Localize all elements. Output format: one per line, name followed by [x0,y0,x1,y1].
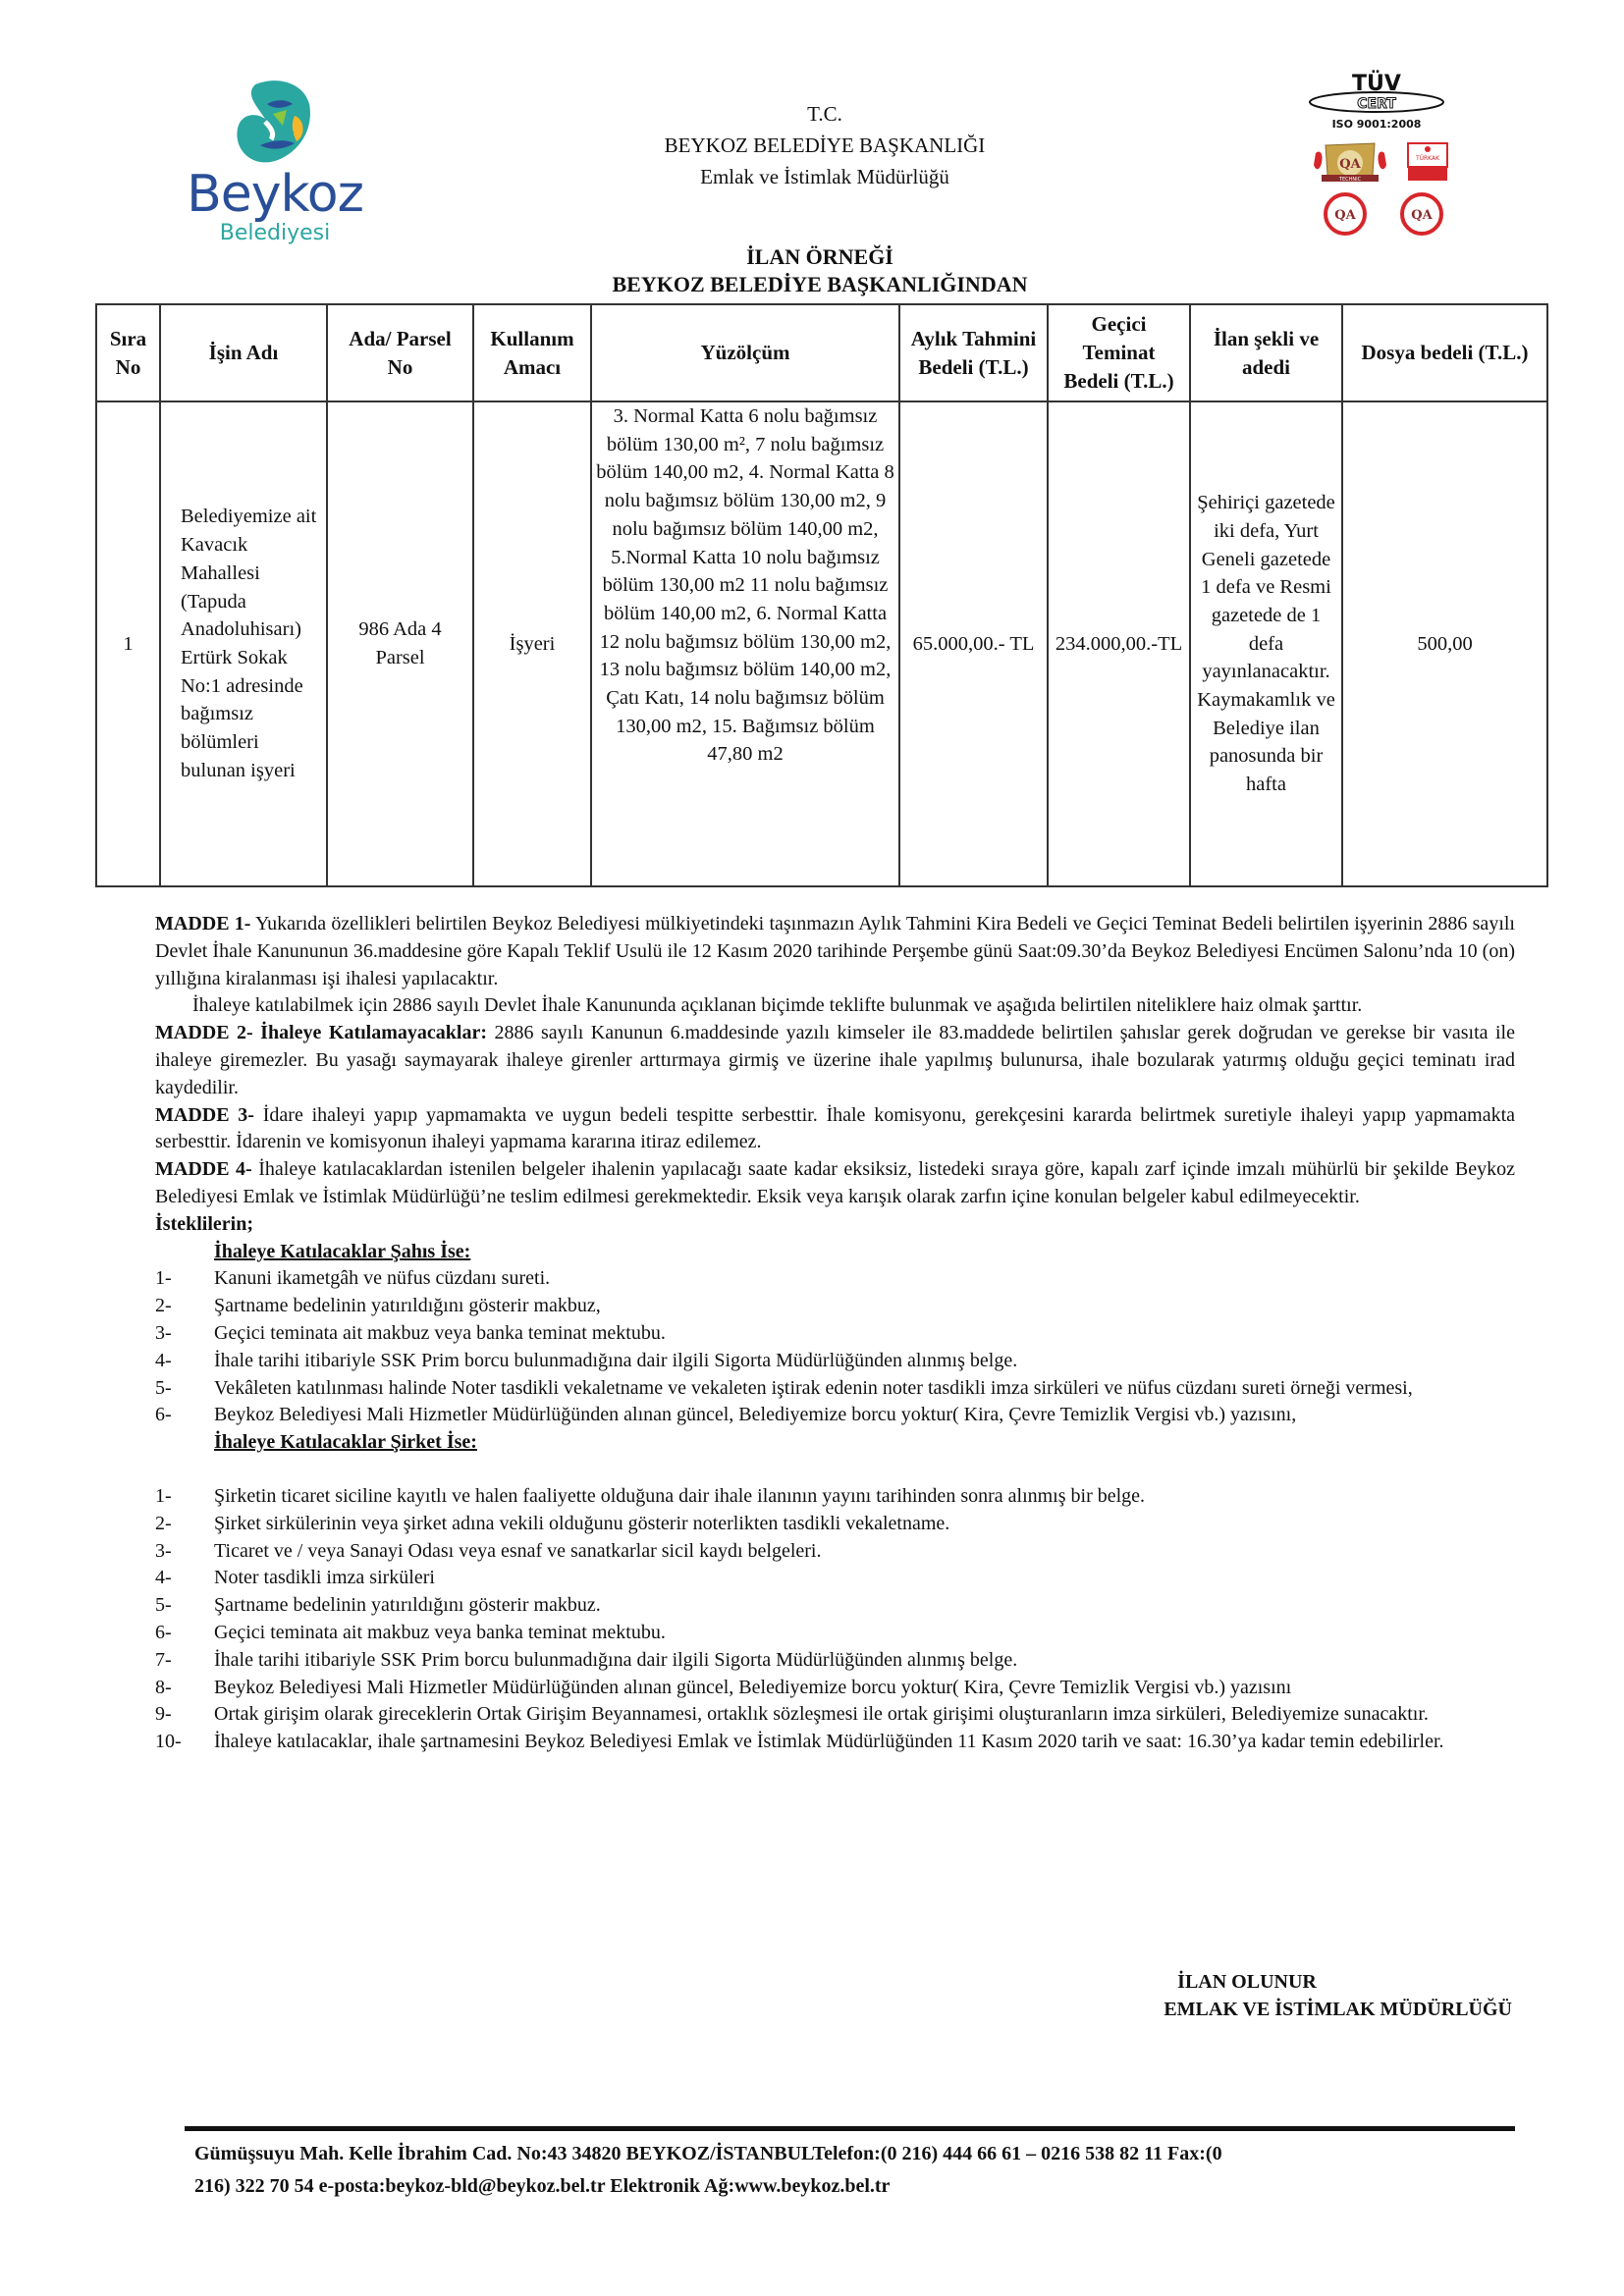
madde-1-label: MADDE 1- [155,913,251,934]
col-header-dosya-bedeli: Dosya bedeli (T.L.) [1342,304,1547,401]
madde-2-text: 2886 sayılı Kanunun 6.maddesinde yazılı kimseler ile 83.maddede belirtilen şahıslar gerek doğrudan ve gerekse bir vasıta ile ihaleye giremezler. Bu yasağı saymayarak ihaleye girenler arttırmaya girmiş ve üzerine ihale yapılmış bulunursa, ihale bozularak yatırmış olduğu geçici teminatı irad kaydedilir. [155,1022,1515,1098]
cell-ilan-sekli: Şehiriçi gazetede iki defa, Yurt Geneli gazetede 1 defa ve Resmi gazetede de 1 defa yayınlanacaktır. Kaymakamlık ve Belediye ilan panosunda bir hafta [1190,401,1342,886]
signature-line1: İLAN OLUNUR [1177,1971,1317,1993]
madde-2 [155,1020,1515,1101]
signature-block [982,1968,1512,2023]
notice-body [155,911,1515,1756]
madde-3 [155,1102,1515,1157]
cell-sira: 1 [96,401,160,886]
footer-contact-line: 216) 322 70 54 e-posta:beykoz-bld@beykoz.bel.tr Elektronik Ağ:www.beykoz.bel.tr [194,2175,891,2197]
signature-department: EMLAK VE İSTİMLAK MÜDÜRLÜĞÜ [1164,1999,1512,2020]
individual-applicants-heading: İhaleye Katılacaklar Şahıs İse: [214,1240,471,1262]
list-item: 5- Şartname bedelinin yatırıldığını gösterir makbuz. [155,1594,601,1617]
cell-dosya-bedeli: 500,00 [1342,401,1547,886]
list-item: 3- Geçici teminata ait makbuz veya banka teminat mektubu. [155,1321,666,1344]
beykoz-logo [187,67,363,245]
tender-table [95,303,1548,887]
list-item: 2- Şartname bedelinin yatırıldığını gösterir makbuz, [155,1295,601,1317]
list-item: 1- Kanuni ikametgâh ve nüfus cüzdanı sureti. [155,1267,551,1290]
madde-3-label: MADDE 3- [155,1103,254,1126]
cell-yuzolcum: 3. Normal Katta 6 nolu bağımsız bölüm 130,00 m², 7 nolu bağımsız bölüm 140,00 m2, 4. Normal Katta 8 nolu bağımsız bölüm 130,00 m2, 9 nolu bağımsız bölüm 140,00 m2, 5.Normal Katta 10 nolu bağımsız bölüm 130,00 m2 11 nolu bağımsız bölüm 140,00 m2, 6. Normal Katta 12 nolu bağımsız bölüm 130,00 m2, 13 nolu bağımsız bölüm 140,00 m2, Çatı Katı, 14 nolu bağımsız bölüm 130,00 m2, 15. Bağımsız bölüm 47,80 m2 [591,401,899,886]
qa-sub-text: TECHNIC [1338,177,1362,183]
col-header-ilan-sekli: İlan şekli ve adedi [1190,304,1342,401]
list-item: 10- İhaleye katılacaklar, ihale şartnamesini Beykoz Belediyesi Emlak ve İstimlak Müdürlüğünden 11 Kasım 2020 tarih ve saat: 16.30’ya kadar temin edebilirler. [155,1731,1444,1753]
col-header-aylik-bedel: Aylık Tahmini Bedeli (T.L.) [899,304,1048,401]
tuv-text: TÜV [1352,72,1401,96]
madde-4-label: MADDE 4- [155,1158,252,1181]
svg-text:QA: QA [1334,208,1356,223]
letterhead-department: Emlak ve İstimlak Müdürlüğü [700,165,949,188]
col-header-isin-adi: İşin Adı [160,304,327,401]
table-row [96,401,1547,886]
footer-contact [194,2138,1515,2203]
list-item: 1- Şirketin ticaret siciline kayıtlı ve halen faaliyette olduğuna dair ihale ilanının yayını tarihinden sonra alınmış bir belge. [155,1484,1146,1507]
footer-address-line: Gümüşsuyu Mah. Kelle İbrahim Cad. No:43 34820 BEYKOZ/İSTANBULTelefon:(0 216) 444 66 61 – 0216 538 82 11 Fax:(0 [194,2143,1222,2164]
individual-requirements-list [155,1265,1515,1429]
list-item: 6- Beykoz Belediyesi Mali Hizmetler Müdürlüğünden alınan güncel, Belediyemize borcu yoktur( Kira, Çevre Temizlik Vergisi vb.) yazısını, [155,1404,1297,1426]
notice-title-line2: BEYKOZ BELEDİYE BAŞKANLIĞINDAN [612,272,1028,296]
cell-ada-parsel: 986 Ada 4 Parsel [327,401,473,886]
madde-4-text: İhaleye katılacaklardan istenilen belgeler ihalenin yapılacağı saate kadar eksiksiz, listedeki sıraya göre, kapalı zarf içinde imzalı mühürlü bir şekilde Beykoz Belediyesi Emlak ve İstimlak Müdürlüğü’ne teslim edilmesi gerekmektedir. Eksik veya karışık olarak zarfın içine konulan belgeler kabul edilmeyecektir. [155,1158,1515,1207]
list-item: 6- Geçici teminata ait makbuz veya banka teminat mektubu. [155,1621,666,1643]
turkak-text: TÜRKAK [1415,155,1440,162]
madde-4 [155,1156,1515,1211]
list-item: 7- İhale tarihi itibariyle SSK Prim borcu bulunmadığına dair ilgili Sigorta Müdürlüğünden alınmış belge. [155,1648,1018,1671]
certification-badges [1296,69,1458,236]
company-applicants-heading: İhaleye Katılacaklar Şirket İse: [214,1431,477,1454]
notice-title [393,243,1247,298]
applicants-heading: İsteklilerin; [155,1212,253,1235]
table-header-row [96,304,1547,401]
cert-text: CERT [1357,96,1396,112]
list-item: 4- İhale tarihi itibariyle SSK Prim borcu bulunmadığına dair ilgili Sigorta Müdürlüğünden alınmış belge. [155,1349,1018,1371]
col-header-ada-parsel: Ada/ Parsel No [327,304,473,401]
letterhead-institution: BEYKOZ BELEDİYE BAŞKANLIĞI [664,133,986,157]
letterhead-tc: T.C. [807,102,842,126]
col-header-yuzolcum: Yüzölçüm [591,304,899,401]
qa-text: QA [1339,157,1361,172]
madde-1 [155,911,1515,992]
logo-wordmark: Beykoz [187,165,363,224]
col-header-kullanim-amaci: Kullanım Amacı [473,304,591,401]
list-item: 3- Ticaret ve / veya Sanayi Odası veya esnaf ve sanatkarlar sicil kaydı belgeleri. [155,1539,822,1562]
beykoz-emblem-icon [226,75,324,173]
col-header-sira-no: Sıra No [96,304,160,401]
notice-title-line1: İLAN ÖRNEĞİ [746,244,893,269]
letterhead [511,98,1139,192]
svg-text:QA: QA [1411,208,1433,223]
list-item: 4- Noter tasdikli imza sirküleri [155,1567,435,1589]
list-item: 2- Şirket sirkülerinin veya şirket adına vekili olduğunu gösterir noterlikten tasdikli vekaletname. [155,1512,950,1534]
madde-1-text: Yukarıda özellikleri belirtilen Beykoz Belediyesi mülkiyetindeki taşınmazın Aylık Tahmini Kira Bedeli ve Geçici Teminat Bedeli belirtilen işyerinin 2886 sayılı Devlet İhale Kanununun 36.maddesine göre Kapalı Teklif Usulü ile 12 Kasım 2020 tarihinde Perşembe günü Saat:09.30’da Beykoz Belediyesi Encümen Salonu’nda 10 (on) yıllığına kiralanması işi ihalesi yapılacaktır. [155,913,1515,989]
list-item: 8- Beykoz Belediyesi Mali Hizmetler Müdürlüğünden alınan güncel, Belediyemize borcu yoktur( Kira, Çevre Temizlik Vergisi vb.) yazısını [155,1676,1292,1698]
iso-text: ISO 9001:2008 [1331,118,1422,131]
tuv-cert-iso-badge-icon [1296,69,1458,236]
madde-2-label: MADDE 2- İhaleye Katılamayacaklar: [155,1022,487,1044]
list-item: 5- Vekâleten katılınması halinde Noter tasdikli vekaletname ve vekaleten iştirak edenin noter tasdikli imza sirküleri ve nüfus cüzdanı sureti örneği vermesi, [155,1376,1413,1399]
col-header-gecici-teminat: Geçici Teminat Bedeli (T.L.) [1048,304,1190,401]
madde-3-text: İdare ihaleyi yapıp yapmamakta ve uygun bedeli tespitte serbesttir. İhale komisyonu, gerekçesini kararda belirtmek suretiyle ihaleyi yapıp yapmamakta serbesttir. İdarenin ve komisyonun ihaleyi yapmama kararına itiraz edilemez. [155,1103,1516,1153]
cell-isin-adi: Belediyemize ait Kavacık Mahallesi (Tapuda Anadoluhisarı) Ertürk Sokak No:1 adresinde bağımsız bölümleri bulunan işyeri [160,401,327,886]
logo-subtitle: Belediyesi [219,221,331,245]
list-item: 9- Ortak girişim olarak gireceklerin Ortak Girişim Beyannamesi, ortaklık sözleşmesi ile ortak girişimi oluşturanların imza sirküleri, Belediyemize sunacaktır. [155,1703,1429,1726]
participation-condition: İhaleye katılabilmek için 2886 sayılı Devlet İhale Kanununda açıklanan biçimde teklifte bulunmak ve aşağıda belirtilen niteliklere haiz olmak şarttır. [192,994,1363,1017]
footer-divider [185,2126,1515,2131]
cell-aylik-bedel: 65.000,00.- TL [899,401,1048,886]
company-requirements-list [155,1483,1515,1756]
cell-gecici-teminat: 234.000,00.-TL [1048,401,1190,886]
cell-kullanim: İşyeri [473,401,591,886]
